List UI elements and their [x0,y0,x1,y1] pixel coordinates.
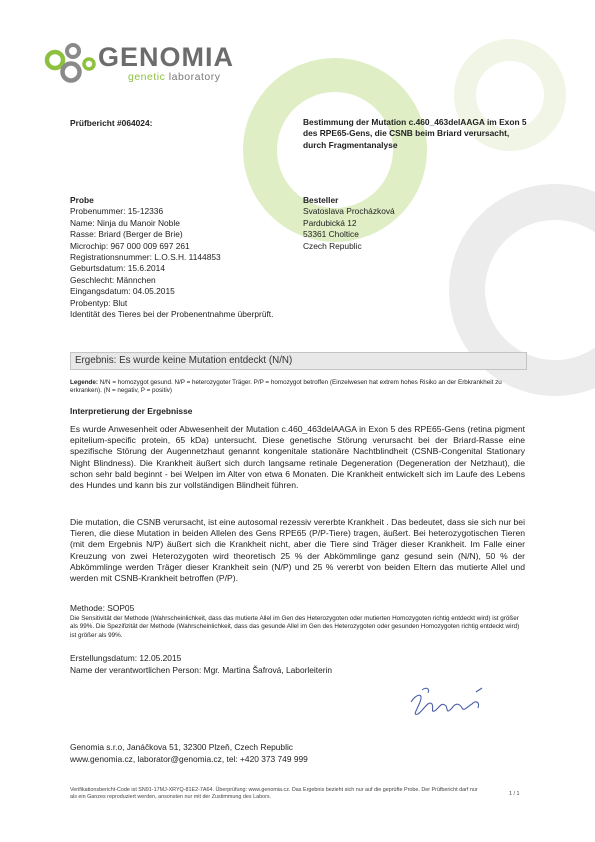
orderer-line: Svatoslava Procházková [303,206,395,217]
result-text: Ergebnis: Es wurde keine Mutation entdeckt (N/N) [75,355,293,366]
genomia-logo-icon [44,40,96,88]
sample-line: Rasse: Briard (Berger de Brie) [70,229,183,240]
legend-label: Legende: [70,379,98,386]
orderer-line: Czech Republic [303,240,362,251]
brand-name: GENOMIA [98,42,235,72]
responsible-person: Name der verantwortlichen Person: Mgr. Martina Šafrová, Laborleiterin [70,665,333,675]
sample-line: Probentyp: Blut [70,297,128,308]
orderer-heading: Besteller [303,195,339,205]
orderer-section [303,195,503,252]
interpretation-heading: Interpretierung der Ergebnisse [70,406,193,416]
report-number: Prüfbericht #064024: [70,118,153,128]
sample-line: Probenummer: 15-12336 [70,206,164,217]
page-number: 1 / 1 [509,791,520,797]
footer-contact: www.genomia.cz, laborator@genomia.cz, tel: +420 373 749 999 [70,754,308,764]
method-label: Methode: SOP05 [70,603,135,613]
footer-address: Genomia s.r.o, Janáčkova 51, 32300 Plzeň, Czech Republic [70,742,293,752]
sample-heading: Probe [70,195,94,205]
sample-line: Registrationsnummer: L.O.S.H. 1144853 [70,252,221,263]
sample-line: Geburtsdatum: 15.6.2014 [70,263,165,274]
sample-line: Name: Ninja du Manoir Noble [70,217,180,228]
orderer-line: 53361 Choltice [303,229,359,240]
legend [70,379,525,396]
result-box [70,352,527,370]
signature [406,684,491,724]
sample-line: Geschlecht: Männchen [70,274,156,285]
interpretation-paragraph-2: Die mutation, die CSNB verursacht, ist eine autosomal rezessiv vererbte Krankheit . Das bedeutet, dass sie sich nur bei Tieren, die diese Mutation in beiden Allelen des Gens RPE65 (P/P-Tiere) tragen, äußert. Bei heterozygotischen Tieren (mit dem Ergebnis N/P) äußert sich die Krankheit nicht, aber die Tiere sind Träger dieser Krankheit. Im Falle einer Kreuzung von zwei Heterozygoten wird theoretisch 25 % der Abkömmlinge ganz gesund sein (N/N), 50 % der Abkömmlinge werden Träger dieser Krankheit sein (N/P) und 25 % vererbt von beiden Eltern das mutierte Allel und werden mit CSNB-Krankheit betroffen (P/P). [70,517,525,584]
interpretation-paragraph-1: Es wurde Anwesenheit oder Abwesenheit der Mutation c.460_463delAAGA in Exon 5 des RPE65-Gens (retina pigment epitelium-specific protein, 65 kDa) untersucht. Diese genetische Störung verursacht bei der Briard-Rasse eine spezifische Störung der Augennetzhaut genannt kongenitale stationäre Nachtblindheit (CSNB-Congenital Stationary Night Blindness). Die Krankheit äußert sich durch langsame retinale Degeneration (Degeneration der Netzhaut), die schon sehr bald beginnt - bei Welpen im Alter von etwa 6 Monaten. Die Krankheit entwickelt sich im Laufe des Lebens des Hundes und kann bis zur vollständigen Blindheit führen. [70,424,525,491]
legend-text: N/N = homozygot gesund. N/P = heterozygoter Träger. P/P = homozygot betroffen (Einzelwesen hat extrem hohes Risiko an der Erbkrankheit zu erkranken). (N = negativ, P = positiv) [70,379,502,395]
verification-note: Verifikationsbericht-Code ist SN91-17MJ-XRYQ-81E2-7A64. Überprüfung: www.genomia.cz. Das Ergebnis bezieht sich nur auf die geprüfte Probe. Der Prüfbericht darf nur als ein Ganzes reproduziert werden, ansonsten nur mit der Zustimmung des Labors. [70,787,478,801]
sample-line: Eingangsdatum: 04.05.2015 [70,286,175,297]
sample-section [70,195,290,320]
method-note: Die Sensitivität der Methode (Wahrscheinlichkeit, dass das mutierte Allel im Gen des Heterozygoten oder mutierten Homozygoten richtig entdeckt wird) ist größer als 99%. Die Spezifizität der Methode (Wahrscheinlichkeit, dass das gesunde Allel im Gen des Heterozygoten oder gesunden Homozygoten richtig entdeckt wird) ist größer als 99%. [70,615,520,639]
brand-subtitle: genetic laboratory [128,71,221,83]
orderer-line: Pardubická 12 [303,217,357,228]
report-title: Bestimmung der Mutation c.460_463delAAGA im Exon 5 des RPE65-Gens, die CSNB beim Briard verursacht, durch Fragmentanalyse [303,117,527,150]
sample-line: Identität des Tieres bei der Probenentnahme überprüft. [70,309,274,320]
creation-date: Erstellungsdatum: 12.05.2015 [70,653,182,663]
sample-line: Microchip: 967 000 009 697 261 [70,240,190,251]
